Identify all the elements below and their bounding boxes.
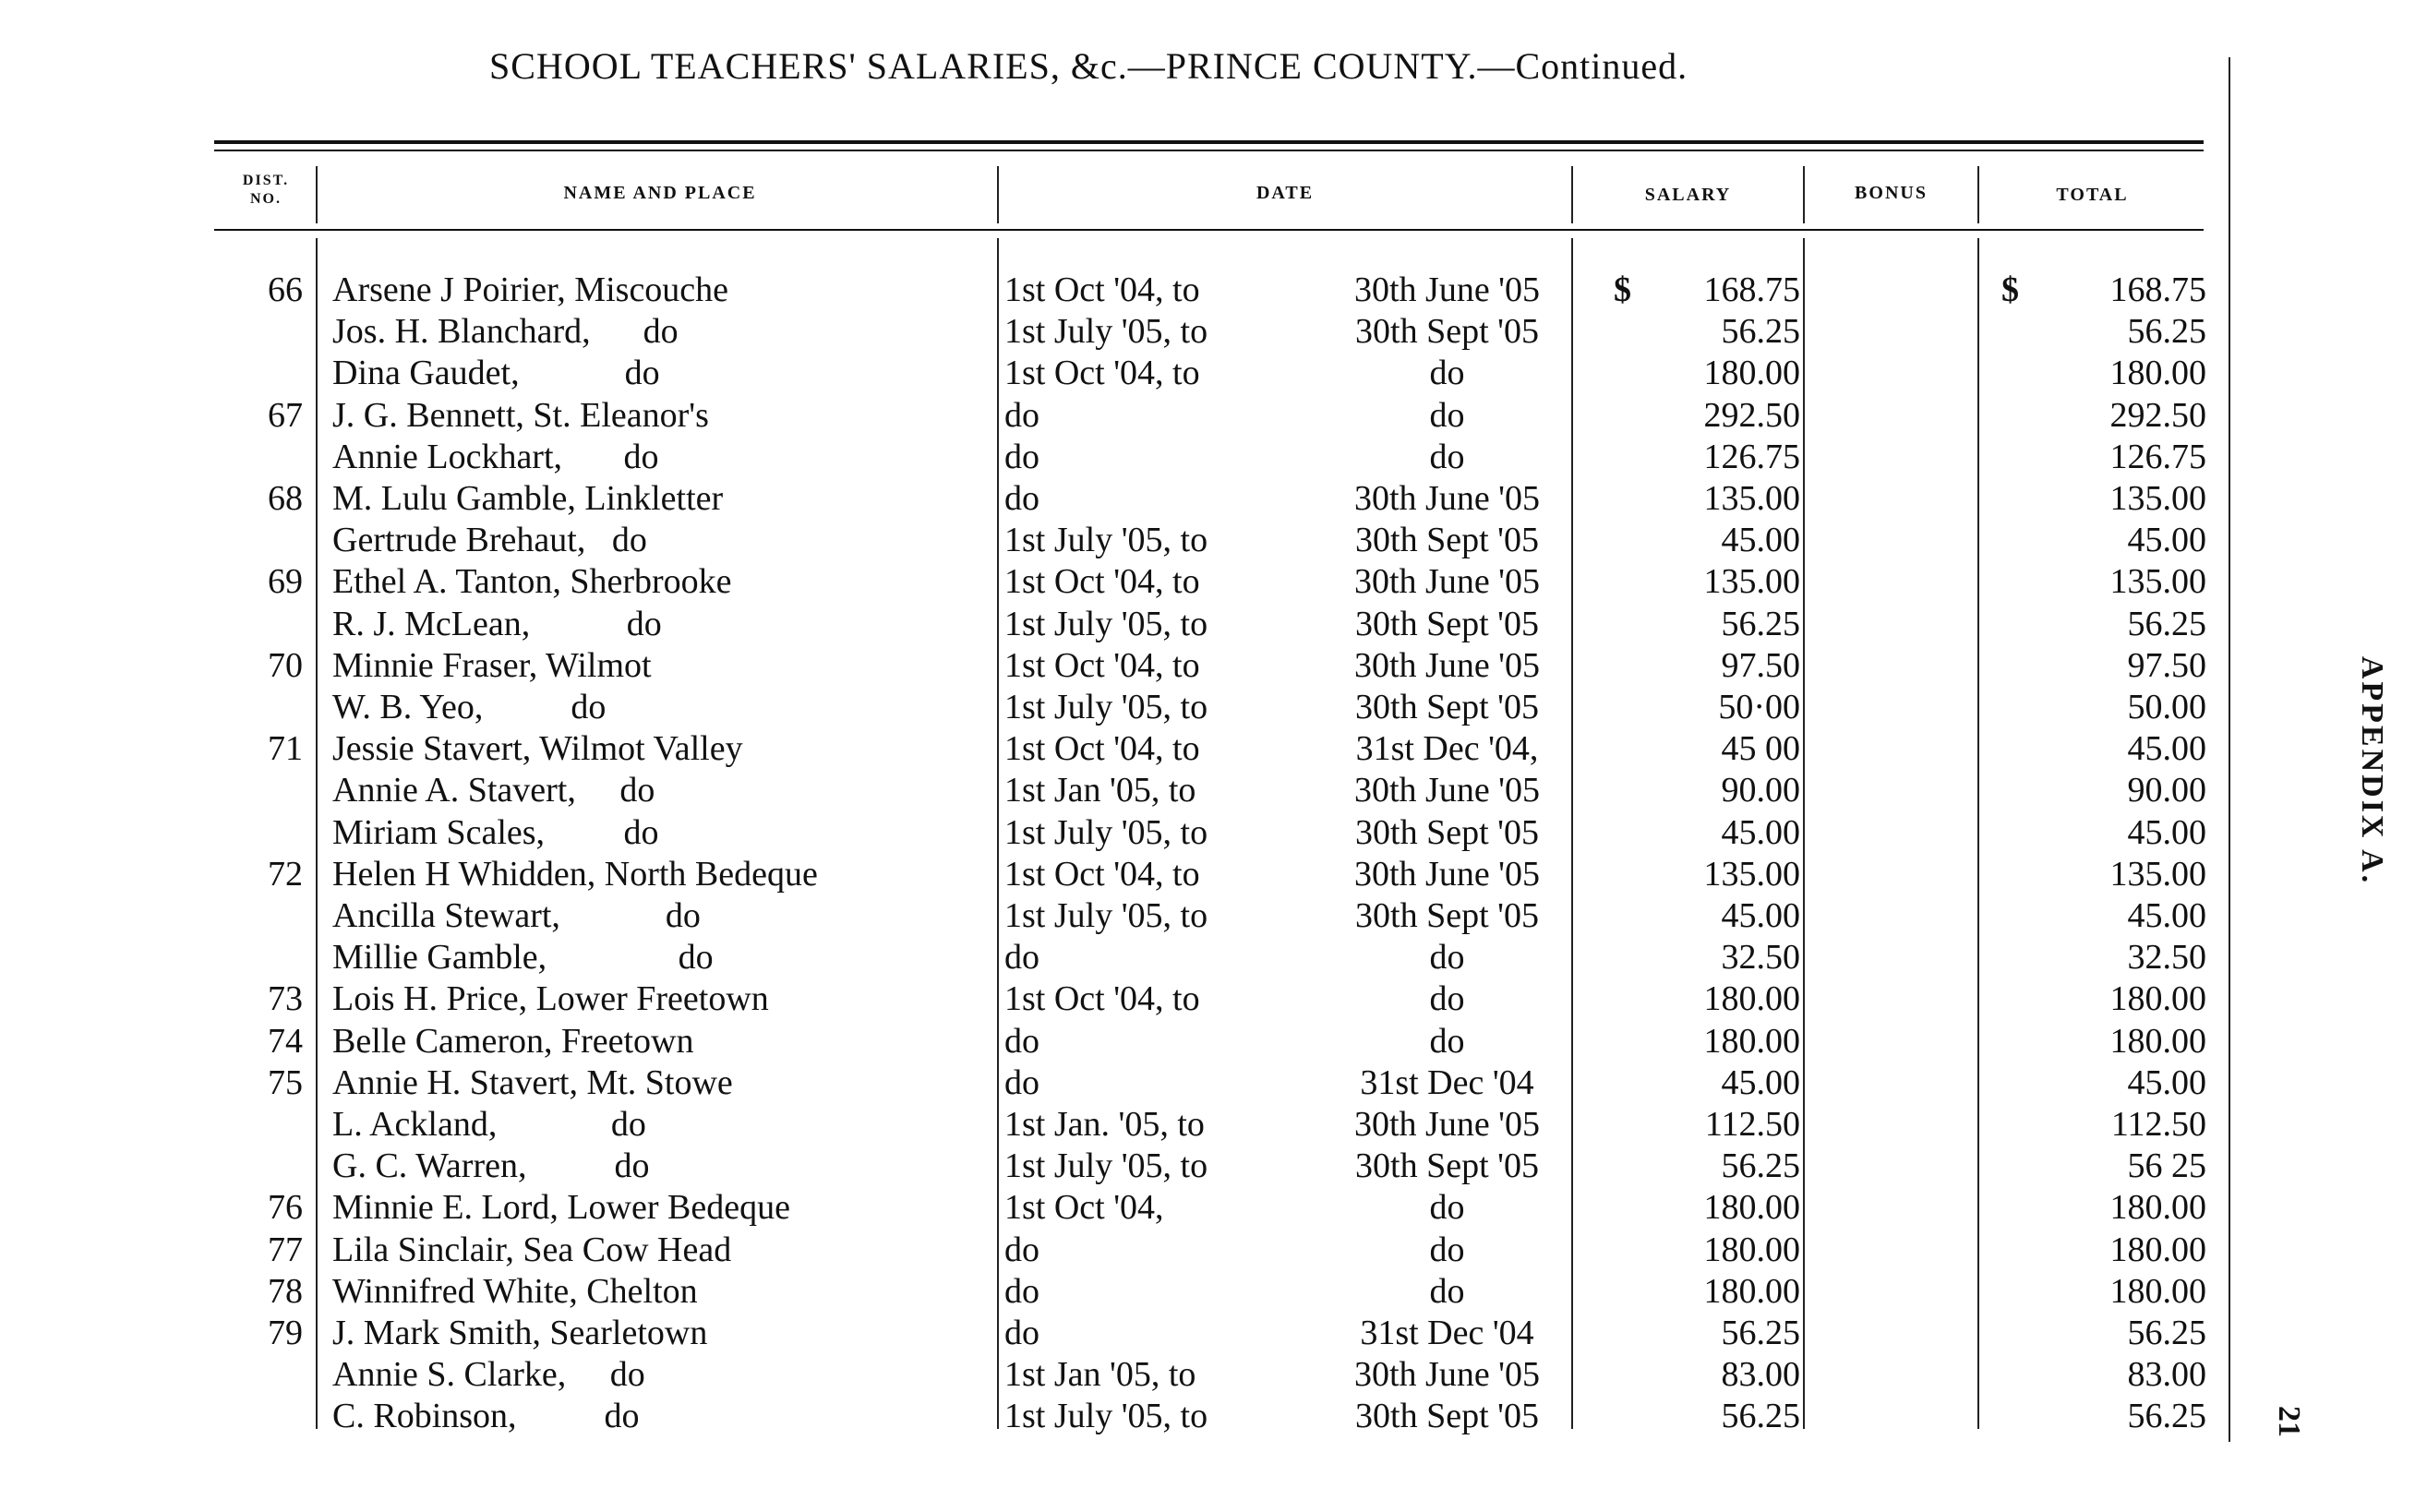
- salary-amount: 45.00: [1721, 521, 1800, 560]
- date-to: 30th June '05: [1353, 854, 1541, 894]
- column-header-bonus: BONUS: [1855, 183, 1928, 203]
- row-number: 78: [268, 1271, 303, 1311]
- table-row: [0, 437, 2216, 478]
- table-row: [0, 311, 2216, 353]
- table-row: [0, 1396, 2216, 1437]
- table-row: [0, 687, 2216, 728]
- date-from: 1st July '05, to: [1004, 1397, 1208, 1436]
- total-amount: 56.25: [2127, 1314, 2206, 1352]
- column-header-no: [222, 172, 310, 209]
- total-amount: 180.00: [2109, 1021, 2206, 1061]
- table-row: [0, 1062, 2216, 1104]
- date-from: 1st July '05, to: [1004, 521, 1208, 560]
- total-amount: 180.00: [2109, 1230, 2206, 1269]
- total-amount: 180.00: [2109, 1271, 2206, 1311]
- total-amount: 168.75: [2109, 270, 2206, 309]
- salary-amount: 168.75: [1703, 270, 1800, 309]
- date-from: 1st Oct '04, to: [1004, 645, 1200, 685]
- table-row: [0, 1146, 2216, 1187]
- table-row: [0, 1354, 2216, 1396]
- table-row: [0, 1313, 2216, 1354]
- table-row: [0, 1187, 2216, 1229]
- date-to: do: [1429, 1271, 1465, 1311]
- date-from: 1st July '05, to: [1004, 312, 1208, 352]
- page-number: 21: [2272, 1406, 2306, 1437]
- date-from: do: [1004, 437, 1039, 476]
- salary-amount: 56.25: [1721, 1314, 1800, 1352]
- date-to: do: [1429, 354, 1465, 393]
- header-divider: [316, 166, 318, 223]
- total-currency-sign: $: [2001, 270, 2019, 309]
- row-number: 68: [268, 479, 303, 518]
- total-amount: 112.50: [2110, 1105, 2206, 1144]
- date-to: 30th Sept '05: [1355, 312, 1539, 352]
- table-row: [0, 770, 2216, 811]
- date-from: do: [1004, 479, 1039, 518]
- total-amount: 126.75: [2109, 437, 2206, 476]
- date-to: 31st Dec '04: [1360, 1062, 1534, 1102]
- salary-amount: 126.75: [1703, 437, 1800, 476]
- date-from: 1st Oct '04, to: [1004, 729, 1200, 769]
- table-row: [0, 1104, 2216, 1146]
- teacher-name-place: Minnie E. Lord, Lower Bedeque: [332, 1188, 790, 1228]
- date-from: 1st July '05, to: [1004, 688, 1208, 726]
- row-number: 69: [268, 562, 303, 602]
- teacher-name-place: Dina Gaudet, do: [332, 354, 660, 393]
- table-row: [0, 395, 2216, 437]
- table-row: [0, 1021, 2216, 1062]
- appendix-label: APPENDIX A.: [2355, 655, 2389, 886]
- teacher-name-place: Annie H. Stavert, Mt. Stowe: [332, 1062, 733, 1102]
- date-to: do: [1429, 395, 1465, 435]
- salary-amount: 135.00: [1703, 854, 1800, 894]
- date-from: 1st Oct '04, to: [1004, 979, 1200, 1019]
- table-row: [0, 645, 2216, 687]
- salary-amount: 180.00: [1703, 979, 1800, 1019]
- date-from: 1st Jan. '05, to: [1004, 1105, 1205, 1144]
- date-to: 30th June '05: [1353, 270, 1541, 309]
- salary-amount: 32.50: [1721, 938, 1800, 978]
- row-number: 79: [268, 1314, 303, 1352]
- teacher-name-place: Jessie Stavert, Wilmot Valley: [332, 729, 743, 769]
- total-amount: 56 25: [2127, 1146, 2206, 1186]
- teacher-name-place: Arsene J Poirier, Miscouche: [332, 270, 729, 309]
- total-amount: 83.00: [2127, 1355, 2206, 1395]
- salary-amount: 50·00: [1718, 688, 1800, 726]
- salary-amount: 45.00: [1721, 1062, 1800, 1102]
- table-row: [0, 728, 2216, 770]
- header-rule-top: [214, 140, 2204, 144]
- table-row: [0, 520, 2216, 561]
- table-row: [0, 1230, 2216, 1271]
- date-to: 31st Dec '04: [1360, 1314, 1534, 1352]
- total-amount: 180.00: [2109, 354, 2206, 393]
- date-to: 30th Sept '05: [1355, 1397, 1539, 1436]
- total-amount: 45.00: [2127, 896, 2206, 935]
- total-amount: 56.25: [2127, 604, 2206, 643]
- teacher-name-place: G. C. Warren, do: [332, 1146, 650, 1186]
- teacher-name-place: L. Ackland, do: [332, 1105, 646, 1144]
- teacher-name-place: Annie A. Stavert, do: [332, 771, 655, 810]
- total-amount: 135.00: [2109, 562, 2206, 602]
- total-amount: 45.00: [2127, 521, 2206, 560]
- teacher-name-place: Minnie Fraser, Wilmot: [332, 645, 652, 685]
- teacher-name-place: Gertrude Brehaut, do: [332, 521, 647, 560]
- date-from: do: [1004, 1062, 1039, 1102]
- date-from: 1st Jan '05, to: [1004, 1355, 1196, 1395]
- teacher-name-place: Lila Sinclair, Sea Cow Head: [332, 1230, 732, 1269]
- date-from: do: [1004, 1021, 1039, 1061]
- row-number: 67: [268, 395, 303, 435]
- total-amount: 50.00: [2127, 688, 2206, 726]
- row-number: 71: [268, 729, 303, 769]
- date-to: 30th Sept '05: [1355, 604, 1539, 643]
- column-header-name: NAME AND PLACE: [563, 183, 757, 203]
- salary-amount: 90.00: [1721, 771, 1800, 810]
- column-header-salary: SALARY: [1644, 185, 1732, 205]
- salary-amount: 56.25: [1721, 312, 1800, 352]
- date-to: 30th Sept '05: [1355, 896, 1539, 935]
- date-to: do: [1429, 1188, 1465, 1228]
- date-from: do: [1004, 1271, 1039, 1311]
- total-amount: 45.00: [2127, 729, 2206, 769]
- header-rule-second: [214, 150, 2204, 151]
- salary-amount: 292.50: [1703, 395, 1800, 435]
- teacher-name-place: W. B. Yeo, do: [332, 688, 607, 726]
- salary-amount: 45.00: [1721, 896, 1800, 935]
- salary-amount: 180.00: [1703, 1021, 1800, 1061]
- table-row: [0, 478, 2216, 520]
- salary-amount: 56.25: [1721, 604, 1800, 643]
- salary-amount: 56.25: [1721, 1397, 1800, 1436]
- header-rule-bottom: [214, 229, 2204, 231]
- salary-amount: 180.00: [1703, 1188, 1800, 1228]
- teacher-name-place: Winnifred White, Chelton: [332, 1271, 698, 1311]
- salary-amount: 135.00: [1703, 562, 1800, 602]
- teacher-name-place: Annie S. Clarke, do: [332, 1355, 645, 1395]
- date-from: 1st July '05, to: [1004, 604, 1208, 643]
- page-title: SCHOOL TEACHERS' SALARIES, &c.—PRINCE COUNTY.—Continued.: [489, 45, 1688, 87]
- date-from: 1st July '05, to: [1004, 1146, 1208, 1186]
- teacher-name-place: Belle Cameron, Freetown: [332, 1021, 694, 1061]
- date-to: 30th June '05: [1353, 1105, 1541, 1144]
- date-from: 1st Oct '04, to: [1004, 354, 1200, 393]
- teacher-name-place: J. G. Bennett, St. Eleanor's: [332, 395, 709, 435]
- date-to: 30th Sept '05: [1355, 1146, 1539, 1186]
- table-row: [0, 604, 2216, 645]
- page-border-right: [2229, 57, 2230, 1442]
- salary-amount: 83.00: [1721, 1355, 1800, 1395]
- salary-currency-sign: $: [1614, 270, 1631, 309]
- salary-amount: 97.50: [1721, 645, 1800, 685]
- teacher-name-place: R. J. McLean, do: [332, 604, 662, 643]
- table-row: [0, 353, 2216, 394]
- date-to: 30th Sept '05: [1355, 521, 1539, 560]
- salary-amount: 180.00: [1703, 354, 1800, 393]
- date-from: do: [1004, 938, 1039, 978]
- table-row: [0, 812, 2216, 854]
- teacher-name-place: Miriam Scales, do: [332, 812, 659, 852]
- total-amount: 97.50: [2127, 645, 2206, 685]
- total-amount: 56.25: [2127, 312, 2206, 352]
- total-amount: 90.00: [2127, 771, 2206, 810]
- date-to: do: [1429, 1230, 1465, 1269]
- table-row: [0, 1271, 2216, 1313]
- total-amount: 56.25: [2127, 1397, 2206, 1436]
- date-to: 30th Sept '05: [1355, 812, 1539, 852]
- column-header-no-line2: NO.: [250, 191, 282, 207]
- column-header-no-line1: DIST.: [242, 173, 290, 188]
- teacher-name-place: M. Lulu Gamble, Linkletter: [332, 479, 724, 518]
- total-amount: 180.00: [2109, 979, 2206, 1019]
- row-number: 76: [268, 1188, 303, 1228]
- date-to: 30th June '05: [1353, 479, 1541, 518]
- total-amount: 292.50: [2109, 395, 2206, 435]
- salary-amount: 45.00: [1721, 812, 1800, 852]
- date-to: 30th June '05: [1353, 771, 1541, 810]
- date-from: 1st Oct '04, to: [1004, 854, 1200, 894]
- date-from: 1st Jan '05, to: [1004, 771, 1196, 810]
- teacher-name-place: Ethel A. Tanton, Sherbrooke: [332, 562, 732, 602]
- total-amount: 135.00: [2109, 479, 2206, 518]
- salary-amount: 180.00: [1703, 1271, 1800, 1311]
- table-row: [0, 895, 2216, 937]
- teacher-name-place: C. Robinson, do: [332, 1397, 640, 1436]
- date-to: do: [1429, 938, 1465, 978]
- date-to: do: [1429, 437, 1465, 476]
- row-number: 73: [268, 979, 303, 1019]
- teacher-name-place: Helen H Whidden, North Bedeque: [332, 854, 818, 894]
- date-to: 30th June '05: [1353, 1355, 1541, 1395]
- date-from: do: [1004, 1230, 1039, 1269]
- teacher-name-place: Lois H. Price, Lower Freetown: [332, 979, 769, 1019]
- date-from: 1st July '05, to: [1004, 896, 1208, 935]
- salary-amount: 135.00: [1703, 479, 1800, 518]
- row-number: 66: [268, 270, 303, 309]
- table-row: [0, 270, 2216, 311]
- row-number: 70: [268, 645, 303, 685]
- date-from: 1st July '05, to: [1004, 812, 1208, 852]
- table-row: [0, 978, 2216, 1020]
- date-from: 1st Oct '04, to: [1004, 270, 1200, 309]
- total-amount: 32.50: [2127, 938, 2206, 978]
- date-to: 30th June '05: [1353, 562, 1541, 602]
- table-row: [0, 937, 2216, 978]
- date-to: 30th Sept '05: [1355, 688, 1539, 726]
- row-number: 74: [268, 1021, 303, 1061]
- table-row: [0, 854, 2216, 895]
- salary-amount: 112.50: [1704, 1105, 1800, 1144]
- salary-amount: 45 00: [1721, 729, 1800, 769]
- total-amount: 45.00: [2127, 1062, 2206, 1102]
- total-amount: 45.00: [2127, 812, 2206, 852]
- teacher-name-place: Millie Gamble, do: [332, 938, 714, 978]
- teacher-name-place: J. Mark Smith, Searletown: [332, 1314, 708, 1352]
- column-header-date: DATE: [1256, 183, 1315, 203]
- date-to: 31st Dec '04,: [1355, 729, 1539, 769]
- row-number: 72: [268, 854, 303, 894]
- teacher-name-place: Annie Lockhart, do: [332, 437, 659, 476]
- teacher-name-place: Ancilla Stewart, do: [332, 896, 701, 935]
- date-to: do: [1429, 1021, 1465, 1061]
- date-from: 1st Oct '04, to: [1004, 562, 1200, 602]
- column-header-total: TOTAL: [2056, 185, 2129, 205]
- date-from: 1st Oct '04,: [1004, 1188, 1164, 1228]
- date-from: do: [1004, 395, 1039, 435]
- date-from: do: [1004, 1314, 1039, 1352]
- salary-amount: 180.00: [1703, 1230, 1800, 1269]
- table-row: [0, 561, 2216, 603]
- total-amount: 180.00: [2109, 1188, 2206, 1228]
- date-to: 30th June '05: [1353, 645, 1541, 685]
- row-number: 77: [268, 1230, 303, 1269]
- row-number: 75: [268, 1062, 303, 1102]
- total-amount: 135.00: [2109, 854, 2206, 894]
- salary-amount: 56.25: [1721, 1146, 1800, 1186]
- date-to: do: [1429, 979, 1465, 1019]
- teacher-name-place: Jos. H. Blanchard, do: [332, 312, 679, 352]
